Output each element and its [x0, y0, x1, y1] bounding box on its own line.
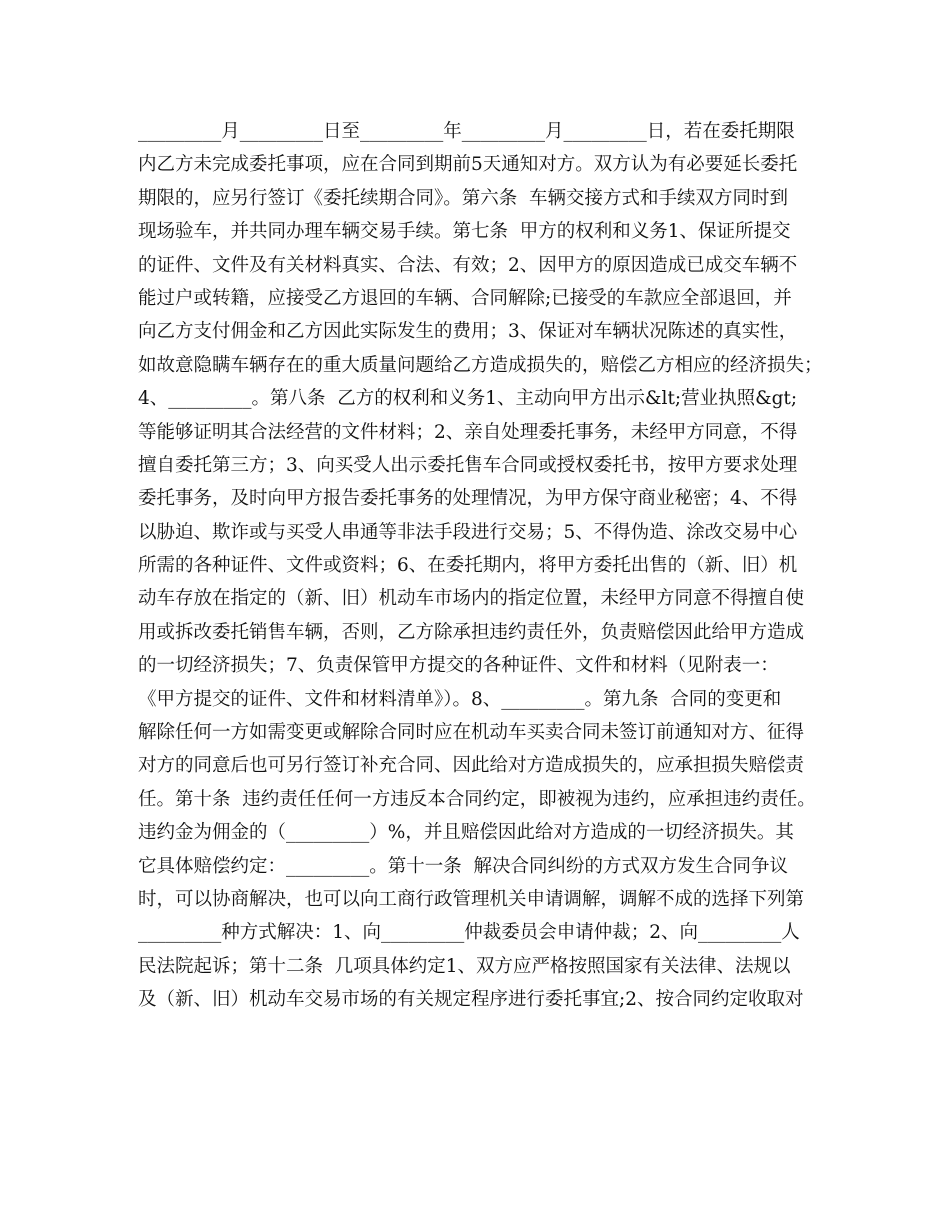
text-line: 对方的同意后也可另行签订补充合同、因此给对方造成损失的，应承担损失赔偿责 [138, 755, 805, 777]
text-line: 以胁迫、欺诈或与买受人串通等非法手段进行交易；5、不得伪造、涂改交易中心 [138, 521, 798, 543]
text-line: 等能够证明其合法经营的文件材料；2、亲自处理委托事务，未经甲方同意，不得 [138, 421, 798, 443]
text-line: _________种方式解决：1、向_________仲裁委员会申请仲裁；2、向_________人 [138, 922, 800, 944]
contract-body-text [138, 115, 828, 1017]
text-line: 动车存放在指定的（新、旧）机动车市场内的指定位置，未经甲方同意不得擅自使 [138, 588, 805, 610]
text-line: 它具体赔偿约定：_________。第十一条 解决合同纠纷的方式双方发生合同争议 [138, 855, 789, 877]
text-line: 及（新、旧）机动车交易市场的有关规定程序进行委托事宜;2、按合同约定收取对 [138, 989, 804, 1011]
text-line: 民法院起诉；第十二条 几项具体约定1、双方应严格按照国家有关法律、法规以 [138, 955, 791, 977]
text-line: 4、_________。第八条 乙方的权利和义务1、主动向甲方出示&lt;营业执照&gt; [138, 388, 798, 410]
text-line: 所需的各种证件、文件或资料；6、在委托期内，将甲方委托出售的（新、旧）机 [138, 555, 798, 577]
text-line: 向乙方支付佣金和乙方因此实际发生的费用；3、保证对车辆状况陈述的真实性， [138, 321, 798, 343]
text-line: 用或拆改委托销售车辆，否则，乙方除承担违约责任外，负责赔偿因此给甲方造成 [138, 621, 805, 643]
text-line: 内乙方未完成委托事项，应在合同到期前5天通知对方。双方认为有必要延长委托 [138, 154, 798, 176]
text-line: 任。第十条 违约责任任何一方违反本合同约定，即被视为违约，应承担违约责任。 [138, 788, 816, 810]
text-line: 如故意隐瞒车辆存在的重大质量问题给乙方造成损失的，赔偿乙方相应的经济损失； [138, 354, 823, 376]
text-line: _________月_________日至_________年_________月_________日，若在委托期限 [138, 121, 795, 142]
text-line: 期限的，应另行签订《委托续期合同》。第六条 车辆交接方式和手续双方同时到 [138, 187, 789, 209]
text-line: 的证件、文件及有关材料真实、合法、有效；2、因甲方的原因造成已成交车辆不 [138, 254, 798, 276]
text-line: 《甲方提交的证件、文件和材料清单》）。8、_________。第九条 合同的变更和 [138, 688, 782, 710]
text-line: 擅自委托第三方；3、向买受人出示委托售车合同或授权委托书，按甲方要求处理 [138, 454, 798, 476]
text-line: 时，可以协商解决，也可以向工商行政管理机关申请调解，调解不成的选择下列第 [138, 888, 805, 910]
text-line: 的一切经济损失；7、负责保管甲方提交的各种证件、文件和材料（见附表一： [138, 655, 779, 677]
text-line: 现场验车，并共同办理车辆交易手续。第七条 甲方的权利和义务1、保证所提交 [138, 221, 791, 243]
text-line: 违约金为佣金的（_________）%，并且赔偿因此给对方造成的一切经济损失。其 [138, 822, 794, 844]
text-line: 解除任何一方如需变更或解除合同时应在机动车买卖合同未签订前通知对方、征得 [138, 722, 805, 744]
text-line: 委托事务，及时向甲方报告委托事务的处理情况，为甲方保守商业秘密；4、不得 [138, 488, 798, 510]
text-line: 能过户或转籍，应接受乙方退回的车辆、合同解除;已接受的车款应全部退回，并 [138, 287, 792, 309]
